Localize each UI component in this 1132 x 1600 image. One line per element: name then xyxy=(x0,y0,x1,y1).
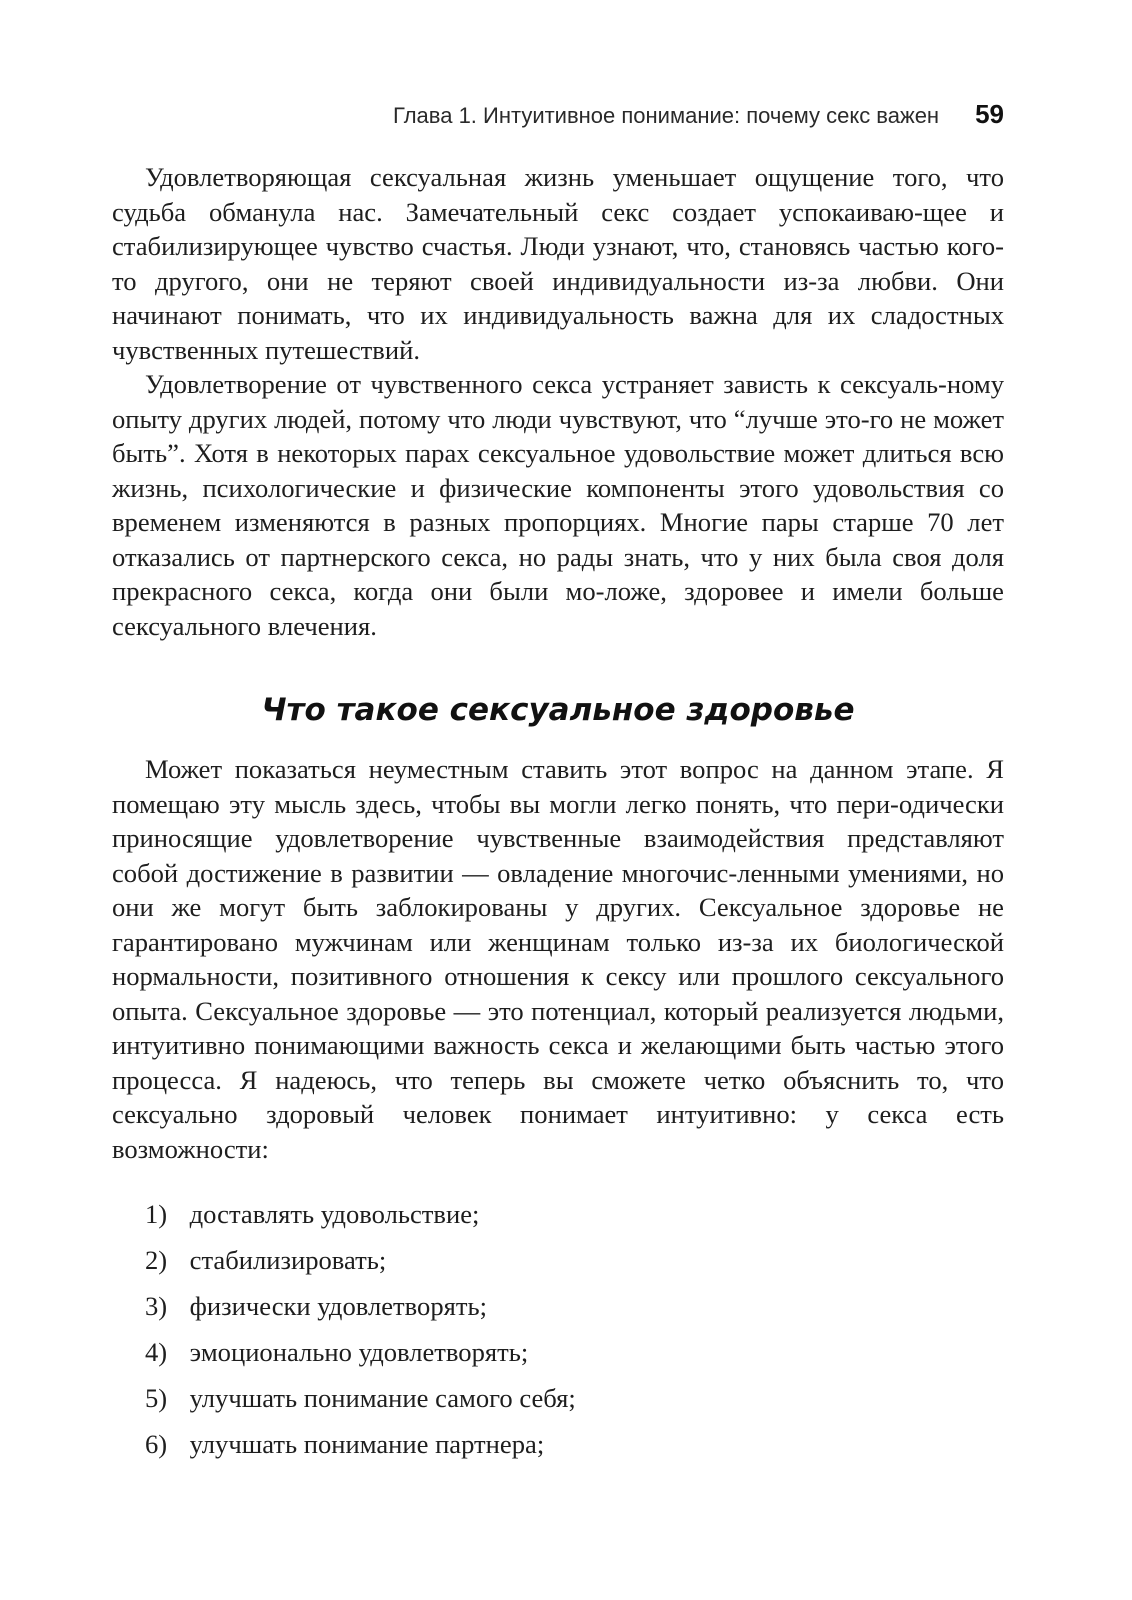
body-text-section xyxy=(112,752,1004,1166)
list-item xyxy=(145,1197,576,1243)
list-item-text: эмоционально удовлетворять; xyxy=(189,1337,529,1367)
list-item-number: 2) xyxy=(145,1245,168,1275)
list-item xyxy=(145,1381,576,1427)
list-item xyxy=(145,1335,576,1381)
list-item-number: 6) xyxy=(145,1429,168,1459)
list-item-text: доставлять удовольствие; xyxy=(189,1199,480,1229)
list-item xyxy=(145,1427,576,1473)
section-paragraph: Может показаться неуместным ставить этот вопрос на данном этапе. Я помещаю эту мысль здесь, чтобы вы могли легко понять, что пери-одически приносящие удовлетворение чувственные взаимодействия представляют собой достижение в развитии — овладение многочис-ленными умениями, но они же могут быть заблокированы у других. Сексуальное здоровье не гарантировано мужчинам или женщинам только из-за их биологической нормальности, позитивного отношения к сексу или прошлого сексуального опыта. Сексуальное здоровье — это потенциал, который реализуется людьми, интуитивно понимающими важность секса и желающими быть частью этого процесса. Я надеюсь, что теперь вы сможете четко объяснить то, что сексуально здоровый человек понимает интуитивно: у секса есть возможности: xyxy=(112,754,1004,1164)
section-heading: Что такое сексуальное здоровье xyxy=(261,692,855,728)
list-item-number: 5) xyxy=(145,1383,168,1413)
list-item-text: стабилизировать; xyxy=(189,1245,387,1275)
list-item-number: 3) xyxy=(145,1291,168,1321)
list-item-text: физически удовлетворять; xyxy=(189,1291,487,1321)
page-number: 59 xyxy=(975,99,1004,129)
list-item-text: улучшать понимание самого себя; xyxy=(189,1383,576,1413)
possibilities-list xyxy=(145,1197,576,1473)
paragraph-1: Удовлетворяющая сексуальная жизнь уменьшает ощущение того, что судьба обманула нас. Замечательный секс создает успокаиваю-щее и стабилизирующее чувство счастья. Люди узнают, что, становясь частью кого-то другого, они не теряют своей индивидуальности из-за любви. Они начинают понимать, что их индивидуальность важна для их сладостных чувственных путешествий. xyxy=(112,162,1004,365)
running-head xyxy=(112,99,1004,130)
list-item-number: 1) xyxy=(145,1199,168,1229)
paragraph-2: Удовлетворение от чувственного секса устраняет зависть к сексуаль-ному опыту других людей, потому что люди чувствуют, что “лучше это-го не может быть”. Хотя в некоторых парах сексуальное удовольствие может длиться всю жизнь, психологические и физические компоненты этого удовольствия со временем изменяются в разных пропорциях. Многие пары старше 70 лет отказались от партнерского секса, но рады знать, что у них была своя доля прекрасного секса, когда они были мо-ложе, здоровее и имели больше сексуального влечения. xyxy=(112,369,1004,641)
body-text-top xyxy=(112,160,1004,643)
list-item xyxy=(145,1243,576,1289)
list-item xyxy=(145,1289,576,1335)
list-item-text: улучшать понимание партнера; xyxy=(189,1429,545,1459)
running-title: Глава 1. Интуитивное понимание: почему секс важен xyxy=(393,103,940,128)
list-item-number: 4) xyxy=(145,1337,168,1367)
